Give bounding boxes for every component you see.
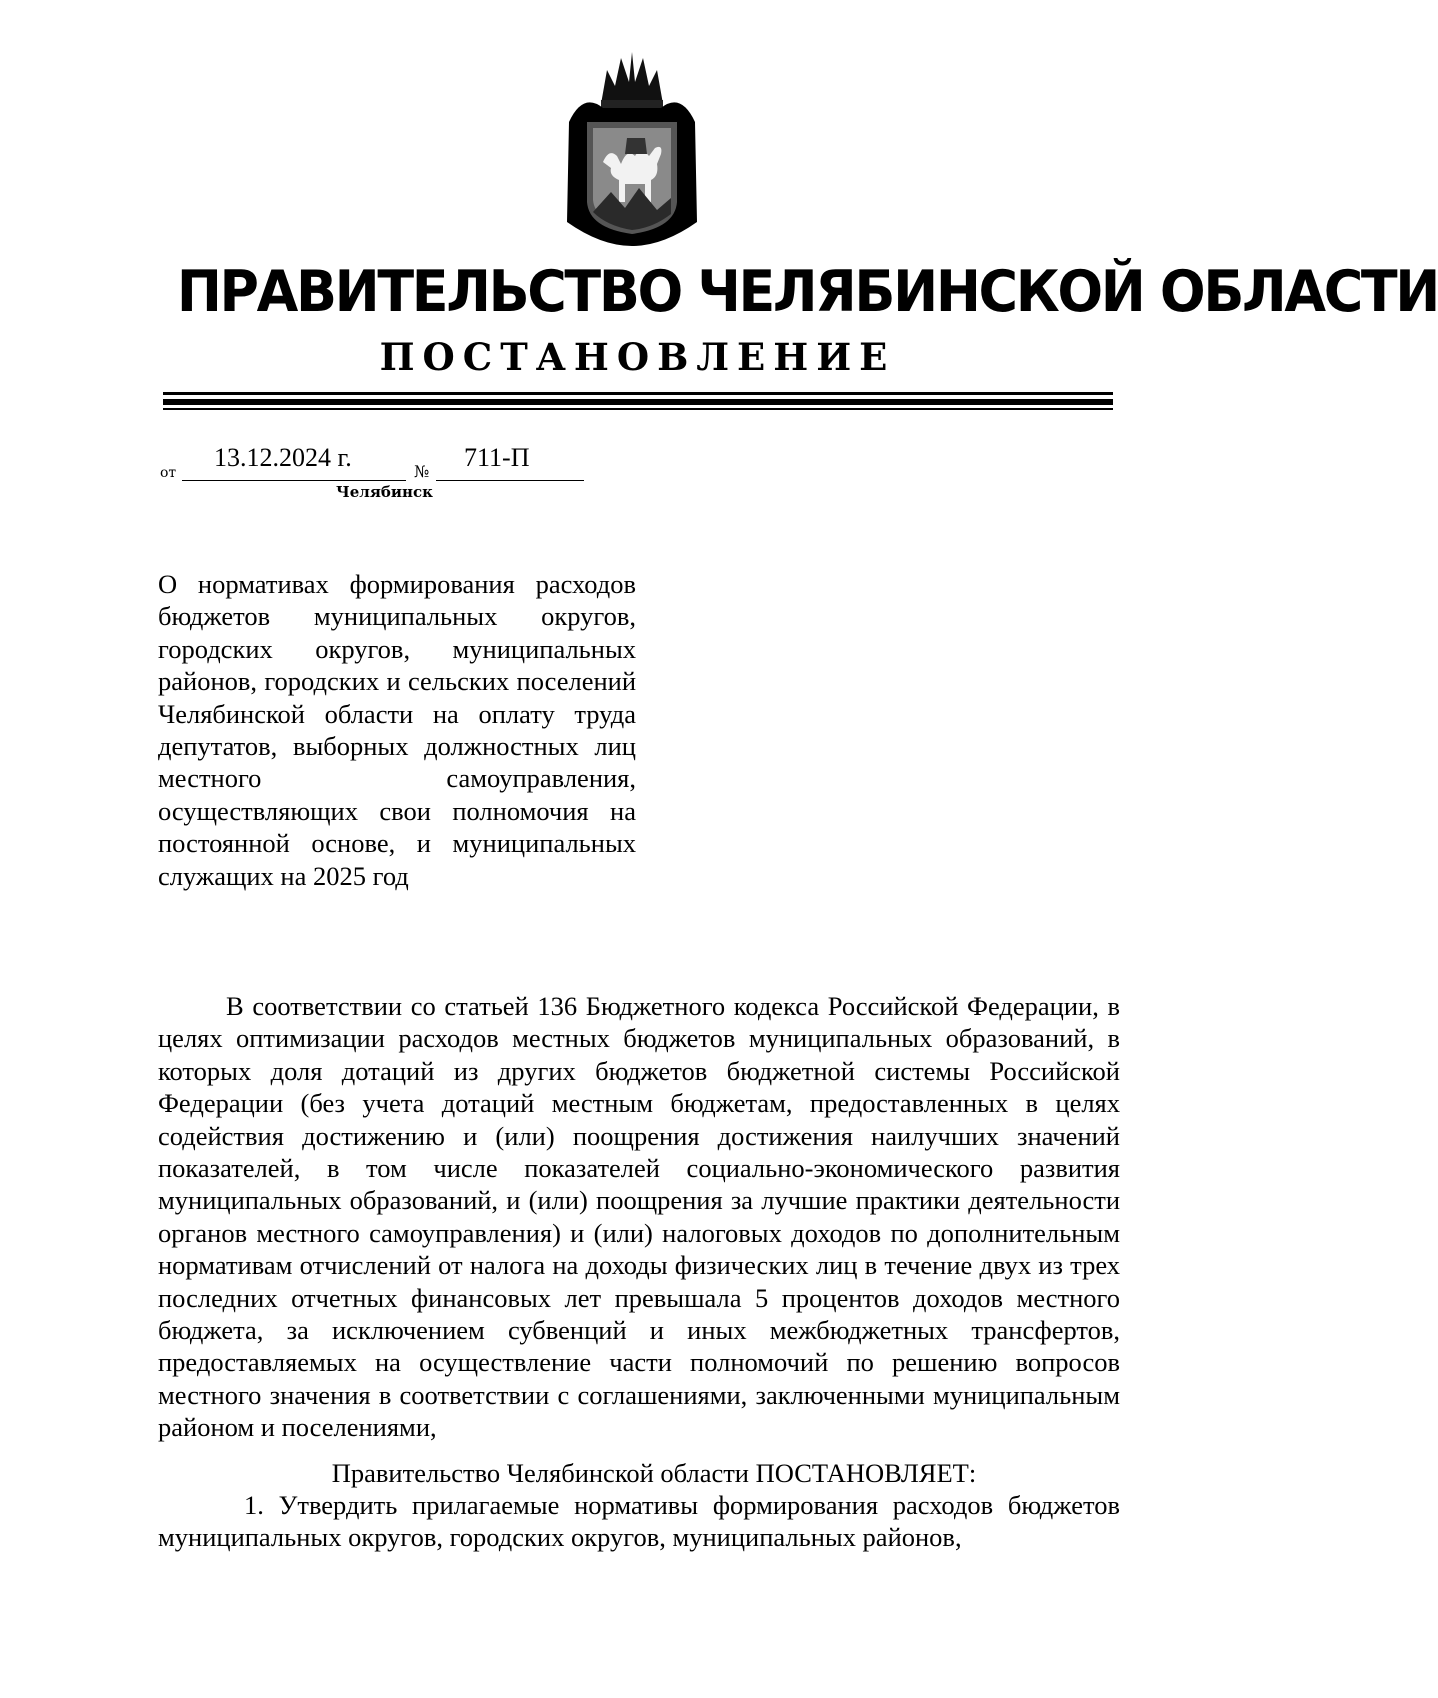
document-date: 13.12.2024 г. [214,443,352,472]
organization-title: ПРАВИТЕЛЬСТВО ЧЕЛЯБИНСКОЙ ОБЛАСТИ [176,259,1438,325]
item-1-paragraph: 1. Утвердить прилагаемые нормативы формирования расходов бюджетов муниципальных округов, городских округов, муниципальных районов, [158,1490,1120,1553]
header-rule-bottom [163,408,1113,410]
header-rule-top [163,392,1113,395]
crown-band [601,100,663,108]
date-underline [182,480,406,481]
header-rule-middle [163,399,1113,405]
from-label: от [160,465,177,481]
coat-of-arms-emblem [563,52,701,246]
city-label: Челябинск [336,483,433,501]
document-number: 711-П [464,443,530,472]
number-label: № [414,462,430,481]
resolution-statement: Правительство Челябинской области ПОСТАНОВЛЯЕТ: [331,1458,977,1488]
preamble-paragraph: В соответствии со статьей 136 Бюджетного кодекса Российской Федерации, в целях оптимизации расходов местных бюджетов муниципальных образований, в которых доля дотаций из других бюджетов бюджетной системы Российской Федерации (без учета дотаций местным бюджетам, предоставленных в целях содействия достижению и (или) поощрения достижения наилучших значений показателей, в том числе показателей социально-экономического развития муниципальных образований, и (или) поощрения за лучшие практики деятельности органов местного самоуправления) и (или) налоговых доходов по дополнительным нормативам отчислений от налога на доходы физических лиц в течение двух из трех последних отчетных финансовых лет превышала 5 процентов доходов местного бюджета, за исключением субвенций и иных межбюджетных трансфертов, предоставляемых на осуществление части полномочий по решению вопросов местного значения в соответствии с соглашениями, заключенными муниципальным районом и поселениями, [158,991,1120,1443]
number-underline [436,480,584,481]
crown-shape [601,52,663,104]
pack-shape [625,138,647,154]
document-type-title: ПОСТАНОВЛЕНИЕ [379,335,896,379]
document-subject: О нормативах формирования расходов бюджетов муниципальных округов, городских округов, муниципальных районов, городских и сельских поселений Челябинской области на оплату труда депутатов, выборных должностных лиц местного самоуправления, осуществляющих свои полномочия на постоянной основе, и муниципальных служащих на 2025 год [158,569,636,891]
